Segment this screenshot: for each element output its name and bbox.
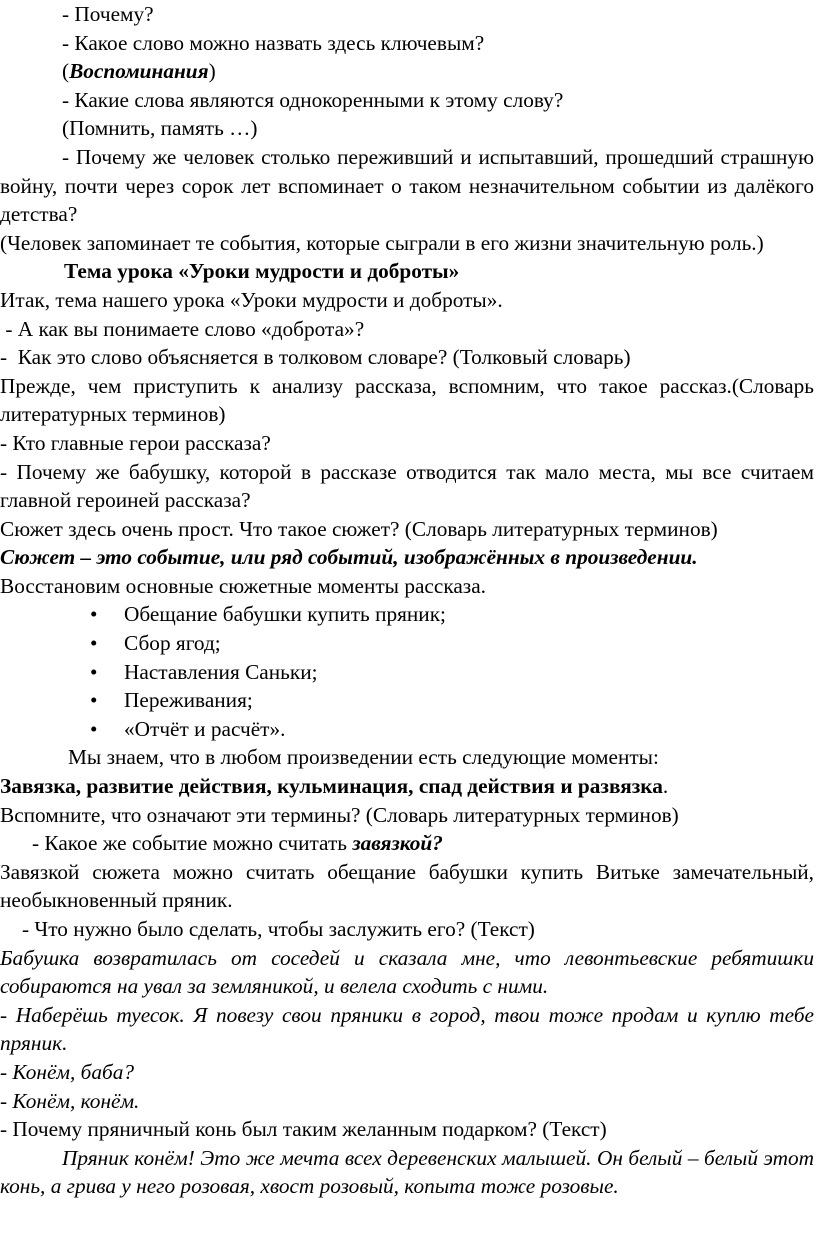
question-gingerbread-horse: - Почему пряничный конь был таким желанным подарком? (Текст) <box>0 1117 607 1142</box>
list-item: • Сбор ягод; <box>0 629 814 658</box>
list-item: • «Отчёт и расчёт». <box>0 715 814 744</box>
question-grandmother: - Почему же бабушку, которой в рассказе отводится так мало места, мы все считаем главной героиней рассказа? <box>0 459 814 513</box>
keyword-memories: Воспоминания <box>69 59 209 84</box>
question-dictionary: - Как это слово объясняется в толковом словаре? (Толковый словарь) <box>0 345 631 370</box>
question-exposition: - Какое же событие можно считать завязкой? <box>32 831 443 856</box>
question-why: - Почему? <box>62 2 154 26</box>
list-item: • Обещание бабушки купить пряник; <box>0 600 814 629</box>
text-quote-dream: Пряник конём! Это же мечта всех деревенских малышей. Он белый – белый этот конь, а грива у него розовая, хвост розовый, копыта тоже розовые. <box>0 1145 814 1199</box>
plot-elements-terms: Завязка, развитие действия, кульминация, спад действия и развязка <box>0 774 663 799</box>
bullet-icon: • <box>90 688 98 713</box>
question-cognates: - Какие слова являются однокоренными к этому слову? <box>62 87 564 112</box>
question-keyword: - Какое слово можно назвать здесь ключевым? <box>62 30 485 55</box>
story-definition-paragraph: Прежде, чем приступить к анализу рассказа, вспомним, что такое рассказ.(Словарь литературных терминов) <box>0 373 814 427</box>
answer-why-remembers: (Человек запоминает те события, которые сыграли в его жизни значительную роль.) <box>0 230 764 255</box>
bullet-icon: • <box>90 602 98 627</box>
plot-moments-intro: Восстановим основные сюжетные моменты рассказа. <box>0 573 486 598</box>
plot-elements: Завязка, развитие действия, кульминация, спад действия и развязка. <box>0 774 669 799</box>
plot-moments-list <box>0 600 814 743</box>
text-quote-horse-question: - Конём, баба? <box>0 1059 135 1084</box>
plot-question: Сюжет здесь очень прост. Что такое сюжет? (Словарь литературных терминов) <box>0 516 718 541</box>
term-exposition: завязкой? <box>352 831 443 856</box>
text-quote-basket: - Наберёшь туесок. Я повезу свои пряники в город, твои тоже продам и куплю тебе пряник. <box>0 1002 814 1056</box>
question-why-remembers: - Почему же человек столько переживший и испытавший, прошедший страшную войну, почти через сорок лет вспоминает о таком незначительном событии из далёкого детства? <box>0 144 814 227</box>
question-main-heroes: - Кто главные герои рассказа? <box>0 430 271 455</box>
exposition-answer: Завязкой сюжета можно считать обещание бабушки купить Витьке замечательный, необыкновенный пряник. <box>0 859 814 913</box>
paren-open: ( <box>62 59 70 84</box>
answer-keyword <box>0 57 814 86</box>
bullet-icon: • <box>90 659 98 684</box>
answer-cognates: (Помнить, память …) <box>62 116 258 141</box>
text-quote-horse-answer: - Конём, конём. <box>0 1088 140 1113</box>
paren-close: ) <box>208 59 216 84</box>
lesson-topic-heading: Тема урока «Уроки мудрости и доброты» <box>64 259 460 284</box>
topic-intro: Итак, тема нашего урока «Уроки мудрости и доброты». <box>0 287 503 312</box>
bullet-icon: • <box>90 716 98 741</box>
plot-elements-intro: Мы знаем, что в любом произведении есть следующие моменты: <box>68 745 659 770</box>
question-kindness: - А как вы понимаете слово «доброта»? <box>0 316 365 341</box>
bullet-icon: • <box>90 631 98 656</box>
plot-definition: Сюжет – это событие, или ряд событий, изображённых в произведении. <box>0 545 698 570</box>
list-item: • Наставления Саньки; <box>0 658 814 687</box>
question-earn-gift: - Что нужно было сделать, чтобы заслужить его? (Текст) <box>22 917 535 941</box>
list-item: • Переживания; <box>0 686 814 715</box>
terms-question: Вспомните, что означают эти термины? (Словарь литературных терминов) <box>0 802 679 827</box>
text-quote-grandmother: Бабушка возвратилась от соседей и сказала мне, что левонтьевские ребятишки собираются на увал за земляникой, и велела сходить с ними. <box>0 945 814 999</box>
